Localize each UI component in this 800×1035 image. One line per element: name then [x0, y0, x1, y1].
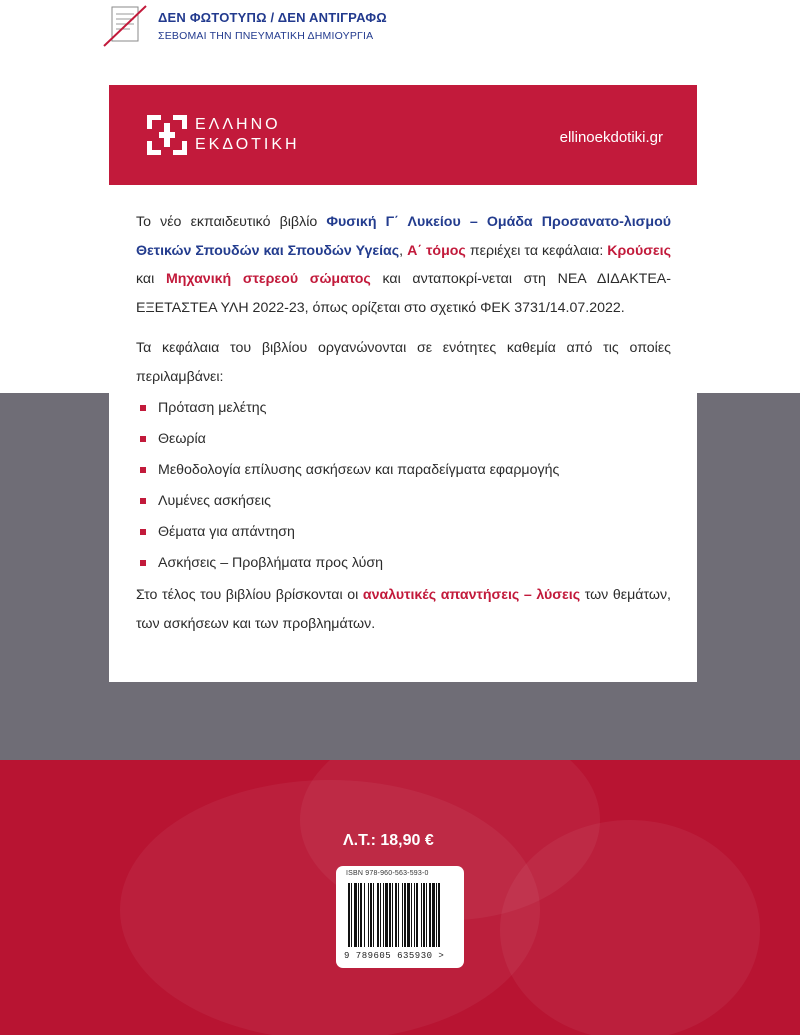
list-item-label: Θεωρία [158, 431, 206, 447]
notice-line-1: ΔΕΝ ΦΩΤΟΤΥΠΩ / ΔΕΝ ΑΝΤΙΓΡΑΦΩ [158, 10, 387, 25]
list-item-label: Θέματα για απάντηση [158, 524, 295, 540]
intro-paragraph [136, 208, 671, 322]
barcode-digits: 9 789605 635930 > [344, 951, 445, 961]
structure-paragraph: Τα κεφάλαια του βιβλίου οργανώνονται σε ενότητες καθεμία από τις οποίες περιλαμβάνει: [136, 340, 671, 385]
barcode-bar [429, 883, 431, 947]
intro-text: και [136, 271, 166, 287]
intro-text: και ανταποκρί-νεται στη ΝΕΑ ΔΙΔΑΚΤΕΑ-ΕΞΕΤΑΣΤΕΑ ΥΛΗ 2022-23, όπως ορίζεται στο σχετικό ΦΕΚ 3731/14.07.2022. [136, 271, 671, 316]
bullet-icon [140, 498, 146, 504]
closing-text: των θεμάτων, των ασκήσεων και των προβλημάτων. [136, 587, 671, 632]
barcode-bar [438, 883, 440, 947]
isbn-barcode [336, 866, 464, 968]
section-list [136, 393, 671, 579]
volume-label: Α΄ τόμος [407, 242, 466, 259]
list-item [136, 393, 671, 424]
bullet-icon [140, 405, 146, 411]
barcode-bar [426, 883, 427, 947]
description-panel [109, 185, 697, 682]
barcode-bar [377, 883, 379, 947]
barcode-bar [373, 883, 374, 947]
barcode-bar [398, 883, 399, 947]
publisher-logo-text [195, 115, 300, 155]
brand-line-1: ΕΛΛΗΝΟ [195, 116, 281, 133]
list-item [136, 486, 671, 517]
intro-text: περιέχει τα κεφάλαια: [465, 242, 608, 259]
bullet-icon [140, 436, 146, 442]
list-item [136, 424, 671, 455]
barcode-bar [358, 883, 359, 947]
barcode-bar [370, 883, 372, 947]
website-link[interactable]: ellinoekdotiki.gr [559, 129, 663, 146]
copyright-notice [100, 4, 400, 50]
barcode-bar [395, 883, 397, 947]
list-item-label: Ασκήσεις – Προβλήματα προς λύση [158, 555, 384, 571]
price-label: Λ.Τ.: 18,90 € [343, 832, 434, 849]
intro-text: , [399, 242, 408, 259]
barcode-bar [407, 883, 410, 947]
barcode-bar [351, 883, 352, 947]
barcode-bars [346, 883, 454, 949]
list-item-label: Μεθοδολογία επίλυσης ασκήσεων και παραδείγματα εφαρμογής [158, 462, 560, 478]
publisher-header [109, 85, 697, 185]
bullet-icon [140, 529, 146, 535]
barcode-bar [411, 883, 412, 947]
list-item [136, 455, 671, 486]
barcode-bar [421, 883, 422, 947]
answers-highlight: αναλυτικές απαντήσεις – λύσεις [362, 587, 581, 603]
notice-line-2: ΣΕΒΟΜΑΙ ΤΗΝ ΠΝΕΥΜΑΤΙΚΗ ΔΗΜΙΟΥΡΓΙΑ [158, 30, 374, 42]
barcode-bar [402, 883, 403, 947]
barcode-bar [416, 883, 418, 947]
closing-text: Στο τέλος του βιβλίου βρίσκονται οι [136, 587, 363, 603]
closing-paragraph [136, 581, 671, 638]
bullet-icon [140, 560, 146, 566]
list-item [136, 548, 671, 579]
barcode-bar [432, 883, 435, 947]
list-item [136, 517, 671, 548]
chapter-2: Μηχανική στερεού σώματος [165, 271, 371, 287]
barcode-bar [360, 883, 362, 947]
barcode-bar [389, 883, 391, 947]
barcode-bar [436, 883, 437, 947]
brand-line-2: ΕΚΔΟΤΙΚΗ [195, 136, 300, 153]
barcode-bar [383, 883, 384, 947]
barcode-bar [354, 883, 357, 947]
isbn-text: ISBN 978-960-563-593-0 [346, 870, 429, 877]
chapter-1: Κρούσεις [607, 242, 671, 259]
barcode-bar [392, 883, 393, 947]
ellinoekdotiki-logo-icon [147, 115, 187, 155]
list-item-label: Λυμένες ασκήσεις [158, 493, 271, 509]
intro-text: Το νέο εκπαιδευτικό βιβλίο [136, 214, 327, 230]
barcode-bar [404, 883, 406, 947]
no-copy-icon [100, 4, 150, 50]
book-title: Φυσική Γ΄ Λυκείου – Ομάδα Προσανατο-λισμού Θετικών Σπουδών και Σπουδών Υγείας [136, 214, 671, 259]
barcode-bar [364, 883, 365, 947]
barcode-bar [423, 883, 425, 947]
barcode-bar [368, 883, 369, 947]
barcode-bar [380, 883, 381, 947]
barcode-bar [414, 883, 415, 947]
barcode-bar [385, 883, 388, 947]
bullet-icon [140, 467, 146, 473]
list-item-label: Πρόταση μελέτης [158, 400, 267, 416]
barcode-bar [348, 883, 350, 947]
